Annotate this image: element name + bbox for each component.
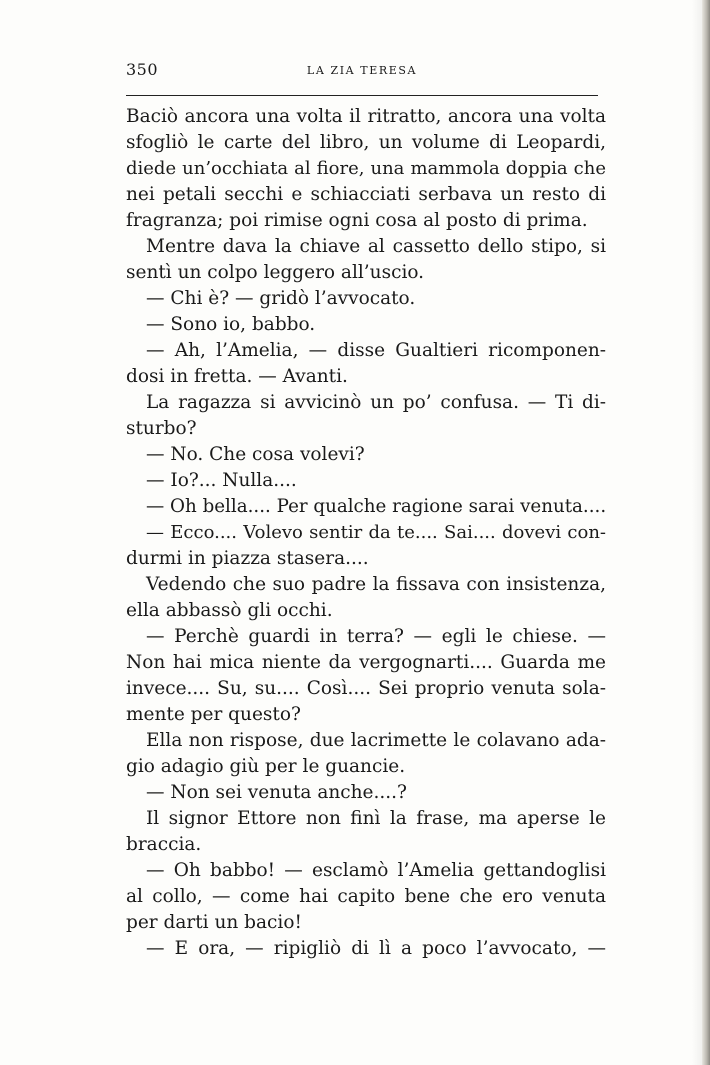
page-edge	[702, 0, 710, 1065]
text-line: sturbo?	[126, 418, 197, 439]
page-header	[126, 60, 598, 86]
text-line: — No. Che cosa volevi?	[146, 444, 365, 465]
text-line: gio adagio giù per le guancie.	[126, 756, 406, 777]
text-line: mente per questo?	[126, 704, 301, 725]
text-line: dosi in fretta. — Avanti.	[126, 366, 348, 387]
text-line: — Oh babbo! — esclamò l’Amelia gettandoglisi	[146, 860, 606, 881]
text-line: Ella non rispose, due lacrimette le colavano ada-	[146, 730, 606, 751]
text-line: diede un’occhiata al fiore, una mammola doppia che	[126, 158, 606, 179]
text-line: — Non sei venuta anche....?	[146, 782, 407, 803]
text-line: sentì un colpo leggero all’uscio.	[126, 262, 425, 283]
text-line: Mentre dava la chiave al cassetto dello stipo, si	[146, 236, 606, 257]
running-head: LA ZIA TERESA	[306, 64, 418, 77]
page-number: 350	[126, 60, 159, 79]
text-line: — Ah, l’Amelia, — disse Gualtieri ricomponen-	[146, 340, 606, 361]
text-line: — Oh bella.... Per qualche ragione sarai venuta....	[146, 496, 607, 517]
text-line: La ragazza si avvicinò un po’ confusa. — Ti di-	[146, 392, 606, 413]
text-line: per darti un bacio!	[126, 912, 302, 933]
text-line: fragranza; poi rimise ogni cosa al posto di prima.	[126, 210, 588, 231]
text-line: invece.... Su, su.... Così.... Sei proprio venuta sola-	[126, 678, 606, 699]
text-line: — Perchè guardi in terra? — egli le chiese. —	[146, 626, 606, 647]
text-line: — Io?... Nulla....	[146, 470, 297, 491]
text-line: durmi in piazza stasera....	[126, 548, 369, 569]
text-line: — Chi è? — gridò l’avvocato.	[146, 288, 416, 309]
text-line: — E ora, — ripigliò di lì a poco l’avvocato, —	[146, 938, 606, 959]
text-line: al collo, — come hai capito bene che ero venuta	[126, 886, 606, 907]
text-line: nei petali secchi e schiacciati serbava un resto di	[126, 184, 606, 205]
page-edge-shadow	[692, 0, 702, 1065]
text-line: — Ecco.... Volevo sentir da te.... Sai.... dovevi con-	[146, 522, 606, 543]
text-line: braccia.	[126, 834, 202, 855]
text-line: Non hai mica niente da vergognarti.... Guarda me	[126, 652, 606, 673]
text-line: Vedendo che suo padre la fissava con insistenza,	[146, 574, 606, 595]
text-line: Il signor Ettore non finì la frase, ma aperse le	[146, 808, 606, 829]
header-rule	[126, 95, 598, 96]
body-text	[126, 104, 606, 962]
text-line: — Sono io, babbo.	[146, 314, 316, 335]
text-line: Baciò ancora una volta il ritratto, ancora una volta	[126, 106, 606, 127]
text-line: sfogliò le carte del libro, un volume di Leopardi,	[126, 132, 606, 153]
text-line: ella abbassò gli occhi.	[126, 600, 333, 621]
